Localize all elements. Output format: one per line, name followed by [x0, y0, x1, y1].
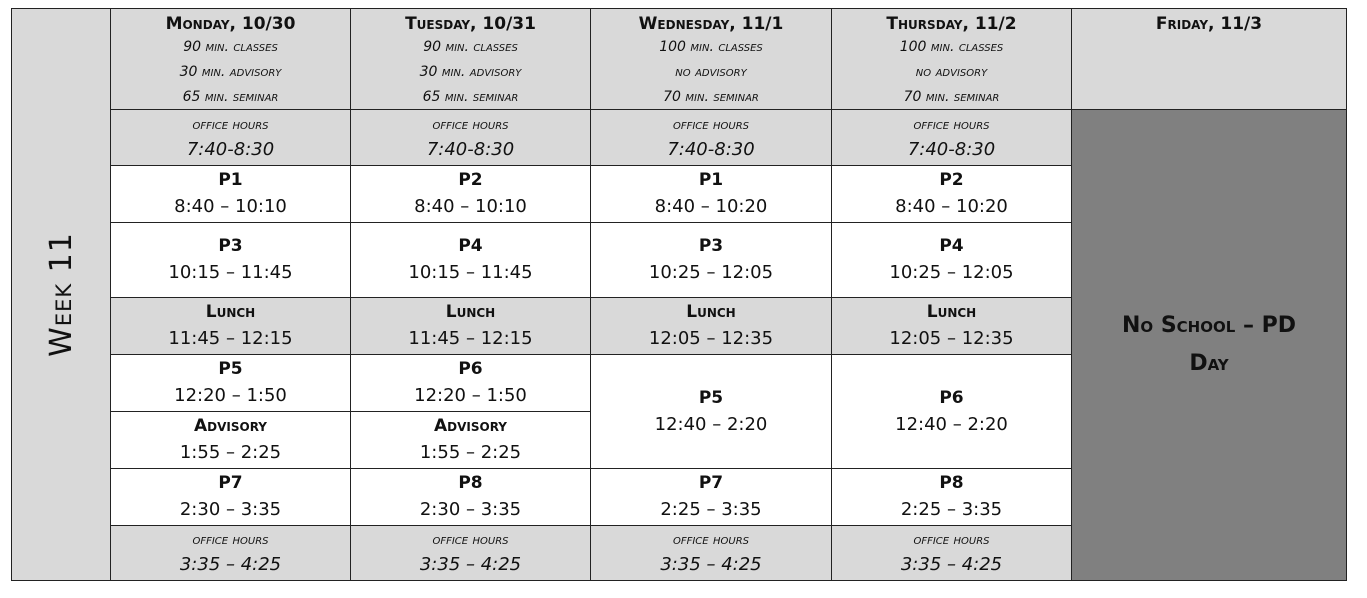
period-block2-thursday	[831, 222, 1072, 298]
office-hours-time: 3:35 – 4:25	[900, 554, 1003, 575]
office-hours-label: office hours	[432, 532, 509, 548]
period-label: P2	[458, 170, 483, 190]
class-length: 90 min. classes	[423, 39, 518, 55]
period-time: 8:40 – 10:10	[174, 196, 287, 217]
lunch-thursday	[831, 297, 1072, 355]
period-time: 10:15 – 11:45	[168, 262, 293, 283]
office-hours-morning-monday	[110, 109, 351, 166]
period-time: 12:20 – 1:50	[174, 385, 287, 406]
lunch-time: 12:05 – 12:35	[889, 328, 1014, 349]
period-block4-monday	[110, 468, 351, 526]
period-time: 2:30 – 3:35	[419, 499, 522, 520]
period-block2-wednesday	[590, 222, 832, 298]
period-time: 10:25 – 12:05	[889, 262, 1014, 283]
lunch-time: 11:45 – 12:15	[168, 328, 293, 349]
lunch-time: 12:05 – 12:35	[648, 328, 774, 349]
advisory-time: 1:55 – 2:25	[419, 442, 522, 463]
lunch-wednesday	[590, 297, 832, 355]
office-hours-label: office hours	[192, 532, 269, 548]
period-time: 12:40 – 2:20	[895, 413, 1008, 435]
period-label: P6	[458, 359, 483, 379]
period-block1-thursday	[831, 165, 1072, 223]
office-hours-label: office hours	[913, 116, 990, 133]
office-hours-morning-tuesday	[350, 109, 591, 166]
period-block4-tuesday	[350, 468, 591, 526]
office-hours-morning-wednesday	[590, 109, 832, 166]
advisory-length: no advisory	[675, 64, 747, 80]
advisory-label: Advisory	[434, 416, 507, 436]
advisory-tuesday	[350, 411, 591, 469]
period-label: P5	[698, 387, 724, 408]
office-hours-morning-thursday	[831, 109, 1072, 166]
period-label: P2	[939, 170, 964, 190]
period-block2-monday	[110, 222, 351, 298]
week-label-cell	[11, 8, 111, 581]
period-time: 8:40 – 10:10	[414, 196, 527, 217]
day-name: Monday, 10/30	[165, 14, 296, 34]
lunch-label: Lunch	[205, 302, 256, 322]
period-time: 2:25 – 3:35	[900, 499, 1003, 520]
period-block2-tuesday	[350, 222, 591, 298]
lunch-tuesday	[350, 297, 591, 355]
period-time: 12:40 – 2:20	[654, 413, 768, 435]
office-hours-time: 3:35 – 4:25	[419, 554, 522, 575]
class-length: 100 min. classes	[659, 39, 763, 55]
period-label: P4	[939, 236, 964, 256]
office-hours-afternoon-thursday	[831, 525, 1072, 581]
period-time: 2:30 – 3:35	[179, 499, 282, 520]
class-length: 90 min. classes	[183, 39, 278, 55]
office-hours-label: office hours	[672, 532, 750, 548]
advisory-length: 30 min. advisory	[179, 64, 282, 80]
period-block4-thursday	[831, 468, 1072, 526]
office-hours-afternoon-wednesday	[590, 525, 832, 581]
advisory-monday	[110, 411, 351, 469]
period-label: P3	[218, 236, 243, 256]
friday-no-school-cell	[1071, 109, 1347, 581]
period-block3-tuesday	[350, 354, 591, 412]
week-label: Week 11	[43, 232, 79, 357]
period-time: 12:20 – 1:50	[414, 385, 527, 406]
period-block1-wednesday	[590, 165, 832, 223]
lunch-label: Lunch	[926, 302, 977, 322]
advisory-time: 1:55 – 2:25	[179, 442, 282, 463]
advisory-label: Advisory	[194, 416, 267, 436]
period-label: P1	[218, 170, 243, 190]
office-hours-time: 3:35 – 4:25	[660, 554, 762, 575]
day-header-tuesday	[350, 8, 591, 110]
lunch-label: Lunch	[445, 302, 496, 322]
office-hours-time: 7:40-8:30	[667, 138, 755, 160]
period-label: P8	[939, 473, 964, 493]
lunch-time: 11:45 – 12:15	[408, 328, 533, 349]
office-hours-time: 7:40-8:30	[907, 138, 996, 160]
seminar-length: 70 min. seminar	[903, 89, 1000, 105]
day-header-friday	[1071, 8, 1347, 110]
period-time: 10:25 – 12:05	[648, 262, 774, 283]
class-length: 100 min. classes	[899, 39, 1004, 55]
seminar-length: 65 min. seminar	[182, 89, 279, 105]
period-label: P7	[698, 473, 724, 493]
period-block3-monday	[110, 354, 351, 412]
day-header-monday	[110, 8, 351, 110]
seminar-length: 65 min. seminar	[422, 89, 519, 105]
period-time: 2:25 – 3:35	[660, 499, 762, 520]
office-hours-label: office hours	[192, 116, 269, 133]
period-time: 8:40 – 10:20	[654, 196, 768, 217]
office-hours-label: office hours	[432, 116, 509, 133]
office-hours-time: 7:40-8:30	[186, 138, 275, 160]
seminar-length: 70 min. seminar	[663, 89, 759, 105]
period-label: P4	[458, 236, 483, 256]
lunch-label: Lunch	[686, 302, 736, 322]
period-time: 8:40 – 10:20	[895, 196, 1008, 217]
period-label: P5	[218, 359, 243, 379]
period-block1-monday	[110, 165, 351, 223]
period-block3-thursday	[831, 354, 1072, 469]
day-header-thursday	[831, 8, 1072, 110]
no-school-note: No School – PD Day	[1122, 313, 1296, 376]
office-hours-label: office hours	[913, 532, 990, 548]
day-name: Wednesday, 11/1	[638, 14, 784, 34]
office-hours-time: 3:35 – 4:25	[179, 554, 282, 575]
day-header-wednesday	[590, 8, 832, 110]
office-hours-time: 7:40-8:30	[426, 138, 515, 160]
advisory-length: 30 min. advisory	[419, 64, 522, 80]
day-name: Tuesday, 10/31	[405, 14, 536, 34]
office-hours-label: office hours	[672, 116, 750, 133]
period-time: 10:15 – 11:45	[408, 262, 533, 283]
period-label: P6	[939, 387, 964, 408]
period-label: P7	[218, 473, 243, 493]
office-hours-afternoon-monday	[110, 525, 351, 581]
period-label: P3	[698, 236, 724, 256]
period-block1-tuesday	[350, 165, 591, 223]
period-block4-wednesday	[590, 468, 832, 526]
office-hours-afternoon-tuesday	[350, 525, 591, 581]
lunch-monday	[110, 297, 351, 355]
advisory-length: no advisory	[915, 64, 988, 80]
period-label: P8	[458, 473, 483, 493]
day-name: Thursday, 11/2	[886, 14, 1017, 34]
period-block3-wednesday	[590, 354, 832, 469]
day-name: Friday, 11/3	[1155, 14, 1263, 34]
period-label: P1	[698, 170, 724, 190]
